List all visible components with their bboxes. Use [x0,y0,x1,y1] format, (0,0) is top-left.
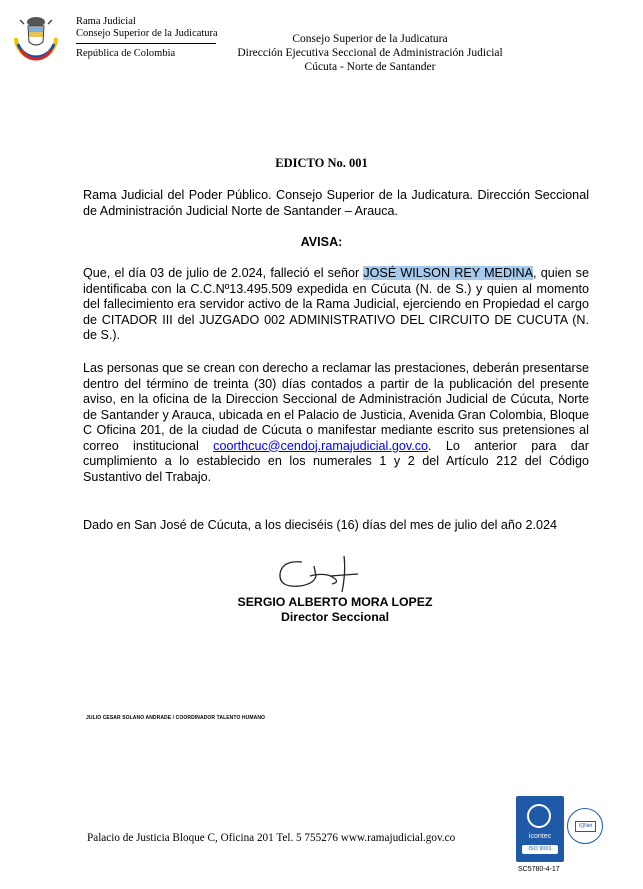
signer-name: SERGIO ALBERTO MORA LOPEZ [237,595,433,609]
icontec-label: icontec [528,833,552,840]
edict-title: EDICTO No. 001 [275,156,368,170]
iqnet-label: IQNet [575,821,596,832]
institutional-email-link[interactable]: coorthcuc@cendoj.ramajudicial.gov.co [213,438,429,453]
org-name: Rama Judicial [76,16,136,27]
deceased-name[interactable]: JOSÉ WILSON REY MEDINA [363,266,534,280]
council-block [170,32,570,74]
council-line-2: Dirección Ejecutiva Seccional de Administración Judicial [237,47,503,59]
org-council: Consejo Superior de la Judicatura [76,28,218,39]
footer-address: Palacio de Justicia Bloque C, Oficina 201 Tel. 5 755276 www.ramajudicial.gov.co [87,832,456,844]
signer-role: Director Seccional [281,610,389,624]
signer-block [0,595,643,625]
council-line-1: Consejo Superior de la Judicatura [292,33,448,45]
icontec-certification-logo [516,796,564,862]
death-notice-paragraph [83,266,589,344]
council-line-3: Cúcuta - Norte de Santander [304,61,436,73]
colombia-coat-of-arms-icon [10,10,62,66]
country-name: República de Colombia [76,48,176,59]
drafter-initials: JULIO CESAR SOLANO ANDRADE / COORDINADOR TALENTO HUMANO [86,715,266,721]
iso-label: ISO 9001 [522,845,558,854]
icontec-ring-icon [527,804,551,828]
dated-paragraph: Dado en San José de Cúcuta, a los dieciséis (16) días del mes de julio del año 2.024 [83,518,557,532]
certificate-code: SC5780-4-17 [518,866,560,873]
notice-text-end: , quien se identificaba con la C.C.Nº13.495.509 expedida en Cúcuta (N. de S.) y quien al momento del fallecimiento era servidor activo de la Rama Judicial, ejerciendo en Propiedad el cargo de CITADOR III del JUZGADO 002 ADMINISTRATIVO DEL CIRCUITO DE CUCUTA (N. de S.). [83,266,589,342]
claims-text-start: Las personas que se crean con derecho a reclamar las prestaciones, deberán presentarse dentro del término de treinta (30) días contados a partir de la publicación del presente aviso, en la oficina de la Direccion Seccional de Administración Judicial de Cúcuta, Norte de Santander y Arauca, ubicada en el Palacio de Justicia, Avenida Gran Colombia, Bloque C Oficina 201, de la ciudad de Cúcuta o manifestar mediante escrito sus pretensiones al correo institucional [83,361,589,453]
intro-paragraph: Rama Judicial del Poder Público. Consejo Superior de la Judicatura. Dirección Seccional de Administración Judicial Norte de Santander – Arauca. [83,188,589,218]
notice-text-start: Que, el día 03 de julio de 2.024, falleció el señor [83,266,364,280]
claims-text-end: . Lo anterior para dar cumplimiento a lo establecido en los numerales 1 y 2 del Artículo 212 del Código Sustantivo del Trabajo. [83,438,589,484]
iqnet-certification-logo [567,808,603,844]
avisa-heading: AVISA: [300,235,343,249]
claims-paragraph [83,361,589,485]
handwritten-signature [270,552,390,598]
